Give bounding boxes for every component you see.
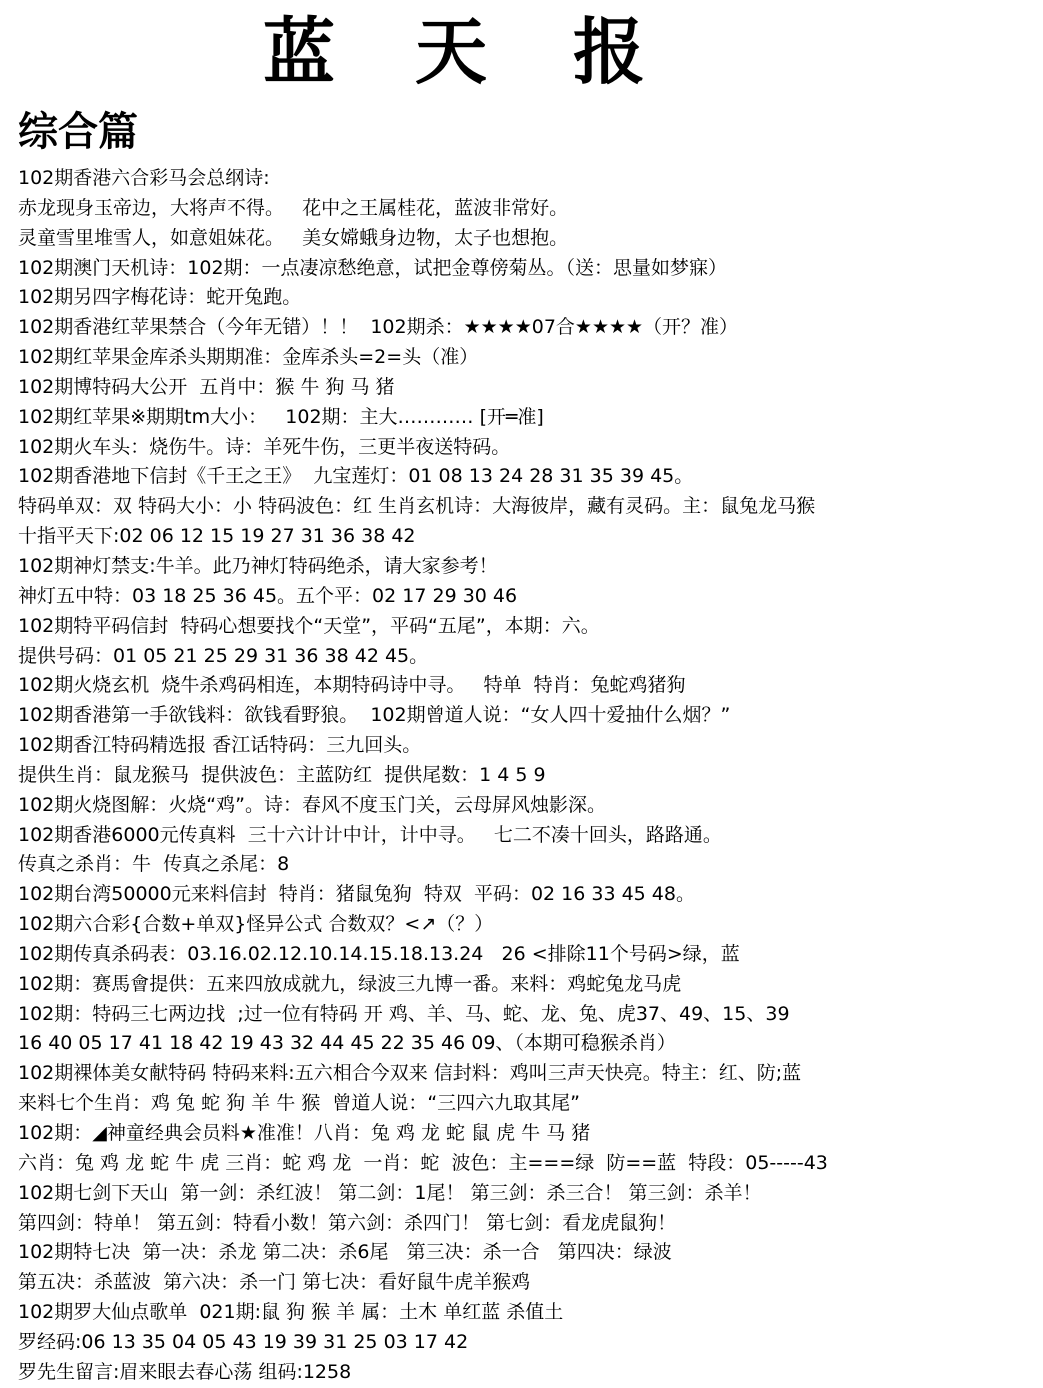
text-line: 102期台湾50000元来料信封 特肖：猪鼠兔狗 特双 平码：02 16 33 45 48。: [18, 883, 695, 906]
text-line: 102期：◢神童经典会员料★准准！八肖：兔 鸡 龙 蛇 鼠 虎 牛 马 猪: [18, 1122, 591, 1144]
text-line: 102期香港6000元传真料 三十六计计中计，计中寻。 七二不凑十回头，路路通。: [18, 823, 722, 846]
text-line: 102期红苹果金库杀头期期准：金库杀头=2=头（准）: [18, 346, 479, 369]
text-line: 102期香江特码精选报 香江话特码：三九回头。: [18, 734, 422, 757]
content-lines: [18, 164, 1038, 1388]
text-line: 102期博特码大公开 五肖中：猴 牛 狗 马 猪: [18, 375, 395, 398]
text-line: 传真之杀肖：牛 传真之杀尾：8: [18, 853, 290, 876]
text-line: 第五决：杀蓝波 第六决：杀一门 第七决：看好鼠牛虎羊猴鸡: [18, 1271, 531, 1294]
text-line: 提供号码：01 05 21 25 29 31 36 38 42 45。: [18, 644, 429, 667]
text-line: 102期裸体美女献特码 特码来料:五六相合今双来 信封料：鸡叫三声天快亮。特主：红、防;蓝: [18, 1062, 802, 1085]
text-line: 102期特平码信封 特码心想要找个“天堂”，平码“五尾”，本期：六。: [18, 614, 600, 637]
text-line: 来料七个生肖：鸡 兔 蛇 狗 羊 牛 猴 曾道人说：“三四六九取其尾”: [18, 1092, 581, 1115]
text-line: 102期香港六合彩马会总纲诗:: [18, 167, 270, 189]
text-line: 102期六合彩{合数+单双}怪异公式 合数双？<↗（？）: [18, 913, 494, 936]
text-line: 罗经码:06 13 35 04 05 43 19 39 31 25 03 17 42: [18, 1330, 469, 1353]
text-line: 102期火车头：烧伤牛。诗：羊死牛伤，三更半夜送特码。: [18, 435, 511, 458]
text-line: 102期：赛馬會提供：五来四放成就九，绿波三九博一番。来料：鸡蛇兔龙马虎: [18, 972, 682, 995]
text-line: 102期火烧玄机 烧牛杀鸡码相连，本期特码诗中寻。 特单 特肖：兔蛇鸡猪狗: [18, 674, 686, 697]
text-line: 102期香港第一手欲钱料：欲钱看野狼。 102期曾道人说：“女人四十爱抽什么烟？”: [18, 704, 731, 727]
text-line: 102期红苹果※期期tm大小： 102期：主大………… [开═准]: [18, 405, 544, 428]
text-line: 102期特七决 第一决：杀龙 第二决：杀6尾 第三决：杀一合 第四决：绿波: [18, 1241, 672, 1264]
text-line: 102期香港红苹果禁合（今年无错）！！ 102期杀：★★★★07合★★★★（开？准）: [18, 316, 739, 339]
text-line: 102期另四字梅花诗：蛇开兔跑。: [18, 286, 302, 309]
text-line: 16 40 05 17 41 18 42 19 43 32 44 45 22 35 46 09、（本期可稳猴杀肖）: [18, 1032, 676, 1055]
text-line: 神灯五中特：03 18 25 36 45。五个平：02 17 29 30 46: [18, 584, 518, 607]
text-line: 六肖：兔 鸡 龙 蛇 牛 虎 三肖：蛇 鸡 龙 一肖：蛇 波色：主===绿 防==蓝 特段：05-----43: [18, 1151, 828, 1174]
text-line: 102期火烧图解：火烧“鸡”。诗：春风不度玉门关，云母屏风烛影深。: [18, 793, 606, 816]
section-heading: 综合篇: [18, 108, 138, 155]
title-char-3: 报: [573, 9, 646, 94]
text-line: 提供生肖：鼠龙猴马 提供波色：主蓝防红 提供尾数：1 4 5 9: [18, 763, 546, 786]
text-line: 102期七剑下天山 第一剑：杀红波！ 第二剑：1尾！ 第三剑：杀三合！ 第三剑：杀羊！: [18, 1181, 762, 1204]
text-line: 102期香港地下信封《千王之王》 九宝莲灯：01 08 13 24 28 31 35 39 45。: [18, 465, 694, 488]
text-line: 102期澳门天机诗：102期：一点凄凉愁绝意，试把金尊傍菊丛。（送：思量如梦寐）: [18, 256, 728, 279]
newspaper-title: [255, 10, 655, 94]
text-line: 102期传真杀码表：03.16.02.12.10.14.15.18.13.24 26 <排除11个号码>绿，蓝: [18, 942, 740, 965]
text-line: 第四剑：特单！ 第五剑：特看小数！第六剑：杀四门！ 第七剑：看龙虎鼠狗！: [18, 1211, 677, 1234]
text-line: 102期神灯禁支:牛羊。此乃神灯特码绝杀，请大家参考！: [18, 554, 498, 577]
text-line: 102期罗大仙点歌单 021期:鼠 狗 猴 羊 属：土木 单红蓝 杀值土: [18, 1301, 564, 1324]
text-line: 罗先生留言:眉来眼去春心荡 组码:1258: [18, 1360, 352, 1383]
title-char-2: 天: [415, 9, 488, 94]
text-line: 特码单双：双 特码大小：小 特码波色：红 生肖玄机诗：大海彼岸，藏有灵码。主：鼠兔龙马猴: [18, 495, 816, 518]
text-line: 102期：特码三七两边找 ;过一位有特码 开 鸡、羊、马、蛇、龙、兔、虎37、49、15、39: [18, 1002, 790, 1025]
title-char-1: 蓝: [263, 9, 336, 94]
text-line: 十指平天下:02 06 12 15 19 27 31 36 38 42: [18, 525, 416, 548]
text-line: 灵童雪里堆雪人，如意姐妹花。 美女嫦蛾身边物，太子也想抱。: [18, 226, 569, 249]
text-line: 赤龙现身玉帝边，大将声不得。 花中之王属桂花，蓝波非常好。: [18, 196, 569, 219]
